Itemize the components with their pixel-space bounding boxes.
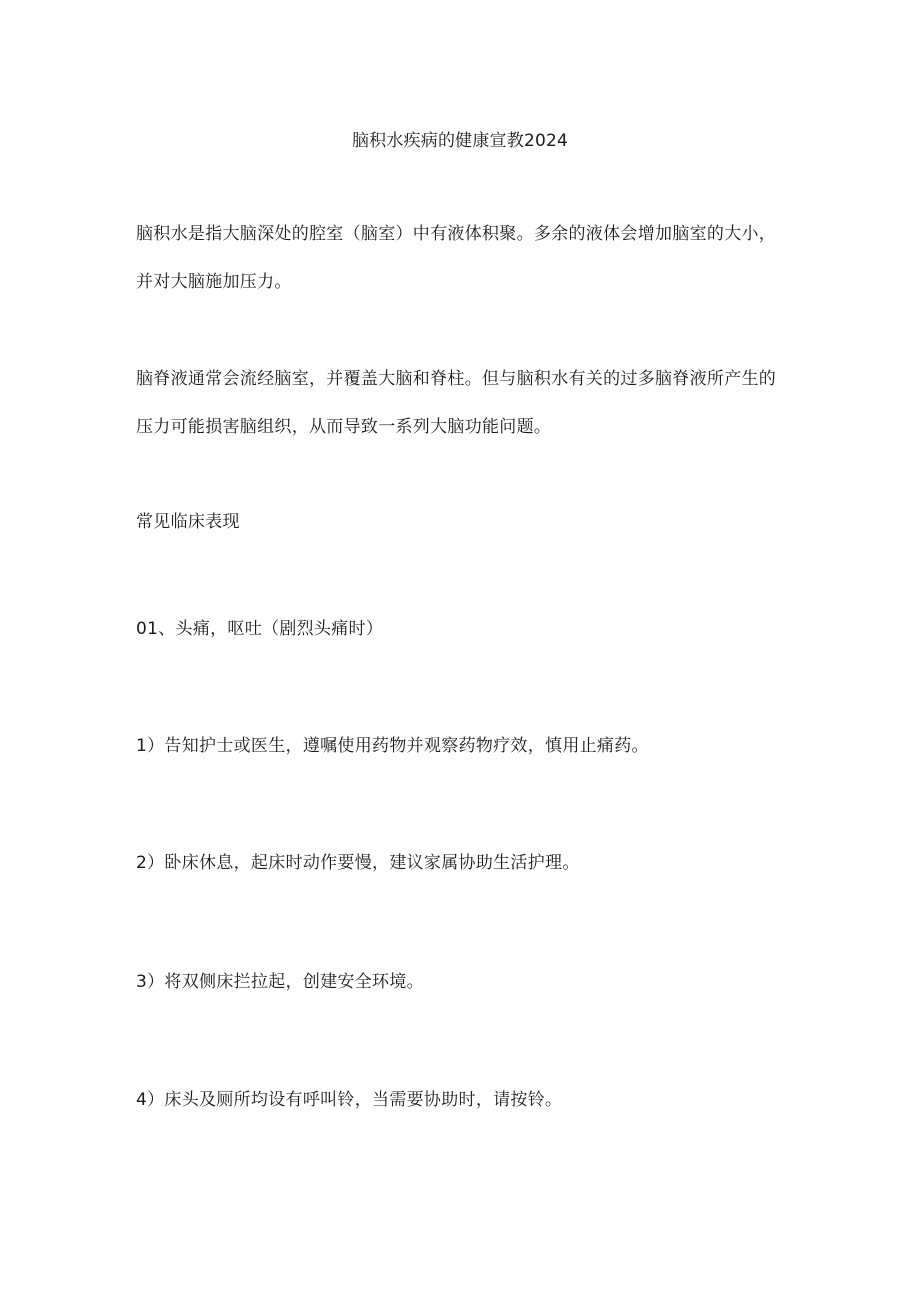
section-heading: 常见临床表现: [136, 512, 240, 532]
step-3: 3）将双侧床拦拉起，创建安全环境。: [136, 972, 424, 992]
csf-paragraph: 脑脊液通常会流经脑室，并覆盖大脑和脊柱。但与脑积水有关的过多脑脊液所产生的压力可能损害脑组织，从而导致一系列大脑功能问题。: [136, 369, 777, 437]
document-title: 脑积水疾病的健康宣教2024: [351, 131, 569, 151]
list-item-01: 01、头痛，呕吐（剧烈头痛时）: [136, 619, 384, 639]
step-2: 2）卧床休息，起床时动作要慢，建议家属协助生活护理。: [136, 853, 580, 873]
intro-paragraph: 脑积水是指大脑深处的腔室（脑室）中有液体积聚。多余的液体会增加脑室的大小，并对大脑施加压力。: [136, 224, 777, 292]
step-4: 4）床头及厕所均设有呼叫铃，当需要协助时，请按铃。: [136, 1090, 563, 1110]
step-1: 1）告知护士或医生，遵嘱使用药物并观察药物疗效，慎用止痛药。: [136, 736, 649, 756]
